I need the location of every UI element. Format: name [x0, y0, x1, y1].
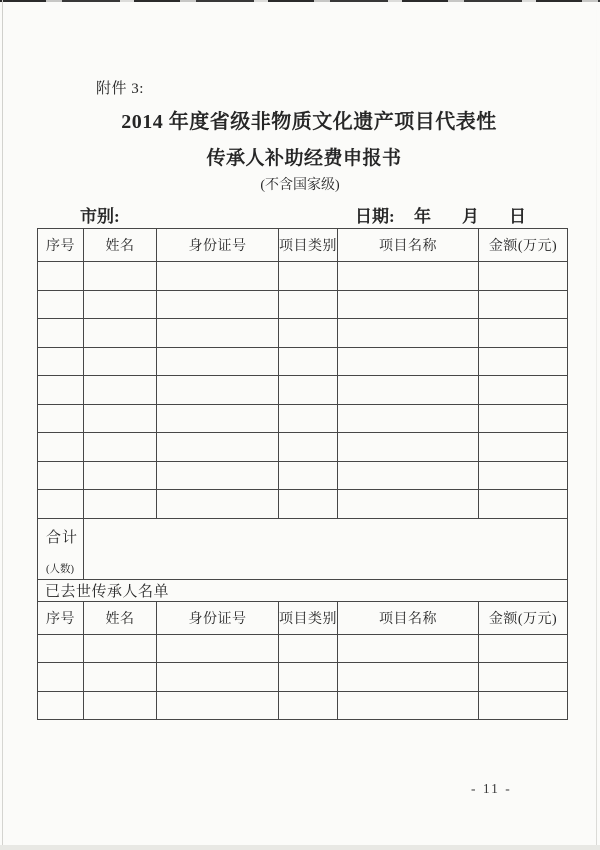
form-title-line1: 2014 年度省级非物质文化遗产项目代表性 [121, 111, 497, 133]
summary-section [38, 518, 568, 634]
empty-cell [279, 691, 338, 720]
meta-row [0, 202, 600, 224]
deceased-empty-rows [38, 634, 568, 720]
empty-cell [84, 262, 157, 291]
deceased-header-cell-amount: 金额(万元) [479, 601, 568, 634]
empty-cell [84, 433, 157, 462]
empty-cell [157, 347, 279, 376]
empty-cell [157, 376, 279, 405]
scan-edge-left-line [2, 0, 3, 850]
scan-edge-top-line [0, 0, 600, 2]
table-empty-row [38, 490, 568, 519]
empty-cell [479, 347, 568, 376]
empty-cell [157, 634, 279, 663]
empty-cell [479, 490, 568, 519]
empty-cell [479, 663, 568, 692]
empty-cell [84, 634, 157, 663]
header-cell-name: 姓名 [84, 229, 157, 262]
empty-cell [84, 347, 157, 376]
header-cell-project-category: 项目类别 [279, 229, 338, 262]
empty-cell [338, 663, 479, 692]
table-empty-row [38, 691, 568, 720]
empty-cell [84, 490, 157, 519]
empty-cell [279, 490, 338, 519]
year-label: 年 [414, 207, 431, 226]
total-label-cell [38, 518, 84, 579]
empty-cell [84, 319, 157, 348]
empty-cell [338, 376, 479, 405]
empty-cell [38, 634, 84, 663]
header-cell-id-number: 身份证号 [157, 229, 279, 262]
total-sublabel: (人数) [46, 563, 74, 575]
empty-cell [84, 404, 157, 433]
empty-cell [279, 262, 338, 291]
empty-cell [38, 404, 84, 433]
empty-cell [338, 319, 479, 348]
attachment-label: 附件 3: [96, 81, 144, 97]
day-label: 日 [509, 207, 526, 226]
empty-cell [479, 433, 568, 462]
table-header-row [38, 229, 568, 262]
table-empty-row [38, 404, 568, 433]
subsidy-application-table [37, 228, 568, 720]
main-empty-rows [38, 262, 568, 519]
empty-cell [479, 691, 568, 720]
empty-cell [157, 404, 279, 433]
empty-cell [479, 404, 568, 433]
empty-cell [38, 376, 84, 405]
empty-cell [84, 461, 157, 490]
empty-cell [479, 262, 568, 291]
empty-cell [38, 461, 84, 490]
empty-cell [338, 490, 479, 519]
table-empty-row [38, 347, 568, 376]
empty-cell [479, 376, 568, 405]
empty-cell [84, 663, 157, 692]
empty-cell [338, 404, 479, 433]
deceased-section-row [38, 579, 568, 601]
deceased-section-label: 已去世传承人名单 [38, 579, 568, 601]
empty-cell [38, 490, 84, 519]
empty-cell [279, 376, 338, 405]
total-label: 合计 [46, 529, 79, 546]
deceased-header-cell-id-number: 身份证号 [157, 601, 279, 634]
empty-cell [157, 663, 279, 692]
empty-cell [38, 262, 84, 291]
table-empty-row [38, 262, 568, 291]
empty-cell [279, 404, 338, 433]
empty-cell [38, 347, 84, 376]
empty-cell [84, 376, 157, 405]
table-empty-row [38, 461, 568, 490]
empty-cell [279, 347, 338, 376]
empty-cell [479, 461, 568, 490]
scan-edge-bottom-strip [0, 845, 600, 850]
empty-cell [84, 290, 157, 319]
main-header-section [38, 229, 568, 262]
deceased-header-cell-serial: 序号 [38, 601, 84, 634]
page-number: - 11 - [471, 781, 512, 796]
empty-cell [338, 461, 479, 490]
form-subtitle: (不含国家级) [260, 178, 340, 193]
header-cell-project-name: 项目名称 [338, 229, 479, 262]
empty-cell [279, 433, 338, 462]
city-label: 市别: [80, 207, 120, 226]
deceased-header-cell-project-name: 项目名称 [338, 601, 479, 634]
empty-cell [157, 319, 279, 348]
empty-cell [279, 461, 338, 490]
empty-cell [338, 691, 479, 720]
deceased-header-cell-project-category: 项目类别 [279, 601, 338, 634]
empty-cell [157, 290, 279, 319]
total-row [38, 518, 568, 579]
table-empty-row [38, 634, 568, 663]
empty-cell [279, 290, 338, 319]
empty-cell [479, 290, 568, 319]
header-cell-amount: 金额(万元) [479, 229, 568, 262]
table-empty-row [38, 376, 568, 405]
empty-cell [38, 691, 84, 720]
empty-cell [157, 490, 279, 519]
deceased-header-row [38, 601, 568, 634]
table-empty-row [38, 433, 568, 462]
empty-cell [157, 433, 279, 462]
empty-cell [157, 691, 279, 720]
table-empty-row [38, 663, 568, 692]
empty-cell [338, 262, 479, 291]
empty-cell [157, 262, 279, 291]
empty-cell [338, 634, 479, 663]
empty-cell [157, 461, 279, 490]
empty-cell [38, 319, 84, 348]
empty-cell [279, 319, 338, 348]
deceased-header-cell-name: 姓名 [84, 601, 157, 634]
empty-cell [338, 290, 479, 319]
empty-cell [338, 433, 479, 462]
empty-cell [479, 319, 568, 348]
empty-cell [38, 433, 84, 462]
empty-cell [479, 634, 568, 663]
month-label: 月 [462, 207, 479, 226]
form-title-line2: 传承人补助经费申报书 [206, 148, 402, 169]
header-cell-serial: 序号 [38, 229, 84, 262]
empty-cell [338, 347, 479, 376]
empty-cell [38, 663, 84, 692]
empty-cell [279, 634, 338, 663]
table-empty-row [38, 319, 568, 348]
empty-cell [38, 290, 84, 319]
empty-cell [279, 663, 338, 692]
table-empty-row [38, 290, 568, 319]
date-label: 日期: [355, 207, 395, 226]
total-value-cell [84, 518, 568, 579]
empty-cell [84, 691, 157, 720]
